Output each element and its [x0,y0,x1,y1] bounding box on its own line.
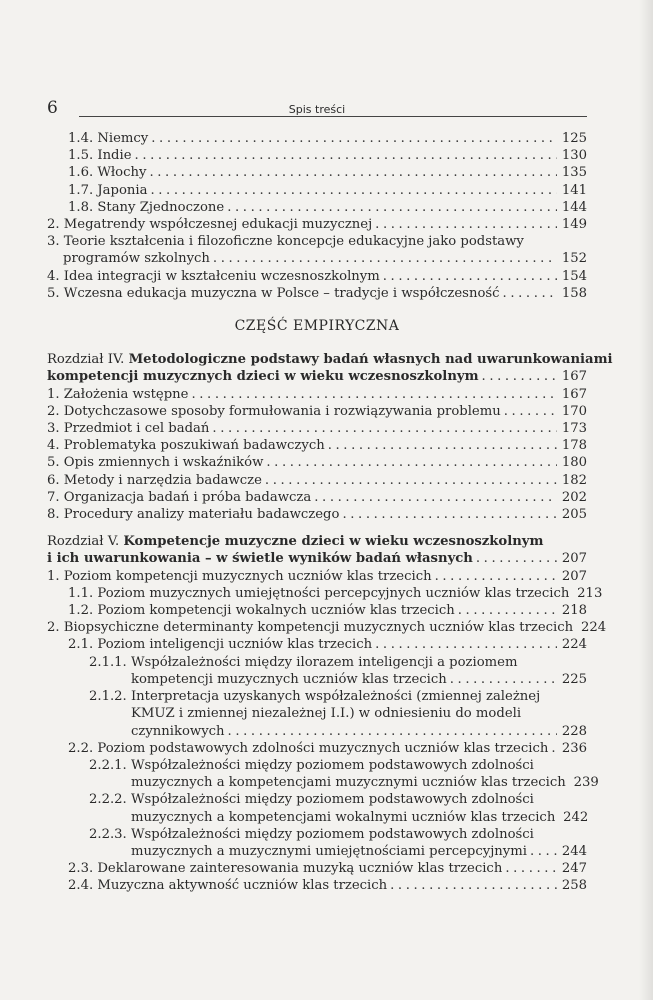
page-header [47,100,587,120]
spacer [47,523,587,533]
chapter-title-cont: i ich uwarunkowania – w świetle wyników badań własnych [47,551,473,567]
toc-entry-title: 1.6. Włochy [68,165,147,181]
toc-entry-page: 244 [561,843,587,859]
toc-entry-title: 2. Biopsychiczne determinanty kompetencji muzycznych uczniów klas trzecich [47,620,574,636]
toc-entry-title: 1.2. Poziom kompetencji wokalnych uczniów klas trzecich [68,603,455,619]
toc-entry [47,843,587,860]
toc-entry [47,199,587,216]
leader-dots [372,216,557,233]
toc-entry-title: 2.2. Poziom podstawowych zdolności muzycznych uczniów klas trzecich [68,740,549,756]
toc-entry-title: 2.3. Deklarowane zainteresowania muzyką uczniów klas trzecich [68,861,503,877]
toc-entry-title: 6. Metody i narzędzia badawcze [47,472,262,488]
leader-dots [325,437,557,454]
leader-dots [311,489,557,506]
leader-dots [224,199,557,216]
chapter-prefix: Rozdział IV. [47,352,125,368]
toc-entry-title-line2: programów szkolnych [63,251,210,267]
toc-entry-page: 218 [561,603,587,619]
toc-entry [47,268,587,285]
toc-entry-page: 207 [561,551,587,567]
toc-entry-page: 205 [561,507,587,523]
toc-entry-page: 242 [563,809,589,825]
leader-dots [447,671,557,688]
toc-entry-title: 4. Problematyka poszukiwań badawczych [47,438,325,454]
toc-entry [47,723,587,740]
toc-entry [47,147,587,164]
toc-entry-title: 1. Poziom kompetencji muzycznych uczniów klas trzecich [47,568,432,584]
toc-entry [47,774,599,791]
toc-entry-title: 5. Wczesna edukacja muzyczna w Polsce – tradycje i współczesność [47,285,500,301]
toc-entry [47,250,587,267]
toc-entry-page: 224 [561,637,587,653]
chapter-heading-line2 [47,368,587,385]
toc-entry-title: 7. Organizacja badań i próba badawcza [47,489,312,505]
leader-dots [473,550,557,567]
toc-entry-page: 167 [561,369,587,385]
toc-entry [47,403,587,420]
toc-entry-title-line2: kompetencji muzycznych uczniów klas trzecich [131,671,447,687]
toc-entry [47,671,587,688]
toc-entry-page: 258 [561,878,587,894]
leader-dots [147,182,557,199]
toc-entry [47,182,587,199]
part-heading: CZĘŚĆ EMPIRYCZNA [234,318,400,335]
toc-entry [47,285,587,302]
chapter-prefix: Rozdział V. [47,534,120,550]
toc-entry-page: 170 [561,403,587,419]
toc-entry-title: 4. Idea integracji w kształceniu wczesnoszkolnym [47,268,380,284]
toc-entry [47,602,587,619]
toc-entry [47,740,587,757]
toc-entry-title: 1. Założenia wstępne [47,386,189,402]
table-of-contents [47,130,613,895]
running-title: Spis treści [288,103,346,116]
toc-entry-title-line2: muzycznych a kompetencjami muzycznymi uczniów klas trzecich [131,775,566,791]
toc-entry [47,636,587,653]
leader-dots [548,740,557,757]
toc-entry-title: 1.5. Indie [68,148,132,164]
leader-dots [500,285,557,302]
toc-entry-title: 1.8. Stany Zjednoczone [68,199,225,215]
toc-entry-page: 135 [561,165,587,181]
leader-dots [148,130,557,147]
toc-entry-page: 225 [561,671,587,687]
toc-entry-title: 2.1. Poziom inteligencji uczniów klas trzecich [68,637,373,653]
toc-entry-title: 1.4. Niemcy [68,131,149,146]
toc-entry-page: 149 [561,217,587,233]
toc-entry [47,130,587,147]
chapter-title-cont: kompetencji muzycznych dzieci w wieku wczesnoszkolnym [47,369,479,385]
leader-dots [262,472,557,489]
toc-entry-title: 5. Opis zmiennych i wskaźników [47,455,264,471]
toc-entry [47,472,587,489]
leader-dots [432,568,557,585]
toc-entry [47,164,587,181]
toc-entry-page: 125 [561,131,587,146]
toc-entry [47,216,587,233]
toc-entry-page: 236 [561,740,587,756]
toc-entry-page: 247 [561,861,587,877]
toc-entry-page: 202 [561,489,587,505]
leader-dots [502,860,557,877]
chapter-heading-line1 [47,533,587,550]
toc-entry [47,420,587,437]
leader-dots [132,147,557,164]
leader-dots [527,843,557,860]
toc-entry-title-line3: czynnikowych [131,723,225,739]
toc-entry [47,386,587,403]
toc-entry-title-line2: KMUZ i zmiennej niezależnej I.I.) w odniesieniu do modeli [131,706,522,722]
toc-entry-title-line1: 2.1.2. Interpretacja uzyskanych współzależności (zmiennej zależnej [89,689,541,705]
toc-entry-title: 2. Megatrendy współczesnej edukacji muzycznej [47,217,373,233]
toc-entry-title: 1.1. Poziom muzycznych umiejętności percepcyjnych uczniów klas trzecich [68,585,570,601]
leader-dots [387,877,557,894]
toc-entry [47,809,587,826]
leader-dots [146,164,557,181]
leader-dots [479,368,557,385]
leader-dots [380,268,557,285]
toc-entry-page: 141 [561,182,587,198]
toc-entry-page: 173 [561,421,587,437]
toc-entry [47,437,587,454]
toc-entry-title-line2: muzycznych a muzycznymi umiejętnościami percepcyjnymi [131,843,527,859]
leader-dots [501,403,557,420]
toc-entry-title-line1: 2.1.1. Współzależności między ilorazem inteligencji a poziomem [89,654,518,670]
page-edge-shadow [639,0,653,1000]
toc-entry [47,877,587,894]
toc-entry [47,585,603,602]
toc-entry-title-line1: 2.2.3. Współzależności między poziomem podstawowych zdolności [89,826,534,842]
toc-entry [47,454,587,471]
page-number: 6 [47,98,58,118]
leader-dots [372,636,557,653]
toc-entry-page: 178 [561,438,587,454]
toc-entry-title: 8. Procedury analizy materiału badawczego [47,507,340,523]
leader-dots [188,386,557,403]
toc-entry-page: 158 [561,285,587,301]
toc-entry-page: 224 [580,620,607,636]
toc-entry-title: 3. Przedmiot i cel badań [47,421,210,437]
header-rule [79,116,587,117]
toc-entry-page: 180 [561,455,587,471]
toc-entry-page: 144 [561,199,587,215]
toc-entry-title: 2.4. Muzyczna aktywność uczniów klas trzecich [68,878,388,894]
toc-entry [47,489,587,506]
toc-entry-page: 213 [577,585,603,601]
chapter-heading-line2 [47,550,587,567]
toc-entry-page: 130 [561,148,587,164]
toc-entry-title: 1.7. Japonia [68,182,148,198]
toc-entry-page: 228 [561,723,587,739]
chapter-heading-line1 [47,351,613,368]
toc-entry-title: 2. Dotychczasowe sposoby formułowania i rozwiązywania problemu [47,403,501,419]
toc-entry-page: 154 [561,268,587,284]
toc-entry [47,860,587,877]
chapter-title: Kompetencje muzyczne dzieci w wieku wczesnoszkolnym [123,534,544,550]
leader-dots [455,602,557,619]
toc-entry-title-line1: 2.2.1. Współzależności między poziomem podstawowych zdolności [89,757,534,773]
leader-dots [339,506,557,523]
toc-entry-page: 152 [561,251,587,267]
leader-dots [263,454,557,471]
toc-entry-page: 239 [573,775,599,791]
toc-entry-page: 167 [561,386,587,402]
leader-dots [225,723,557,740]
toc-entry-title-line2: muzycznych a kompetencjami wokalnymi uczniów klas trzecich [131,809,556,825]
toc-entry-title-line1: 3. Teorie kształcenia i filozoficzne koncepcje edukacyjne jako podstawy [47,234,524,250]
toc-entry-page: 182 [561,472,587,488]
toc-entry-title-line1: 2.2.2. Współzależności między poziomem podstawowych zdolności [89,792,534,808]
toc-entry-page: 207 [561,568,587,584]
toc-entry [47,568,587,585]
leader-dots [209,420,557,437]
toc-entry [47,506,587,523]
leader-dots [210,250,557,267]
toc-entry [47,619,607,636]
chapter-title: Metodologiczne podstawy badań własnych nad uwarunkowaniami [128,352,613,368]
